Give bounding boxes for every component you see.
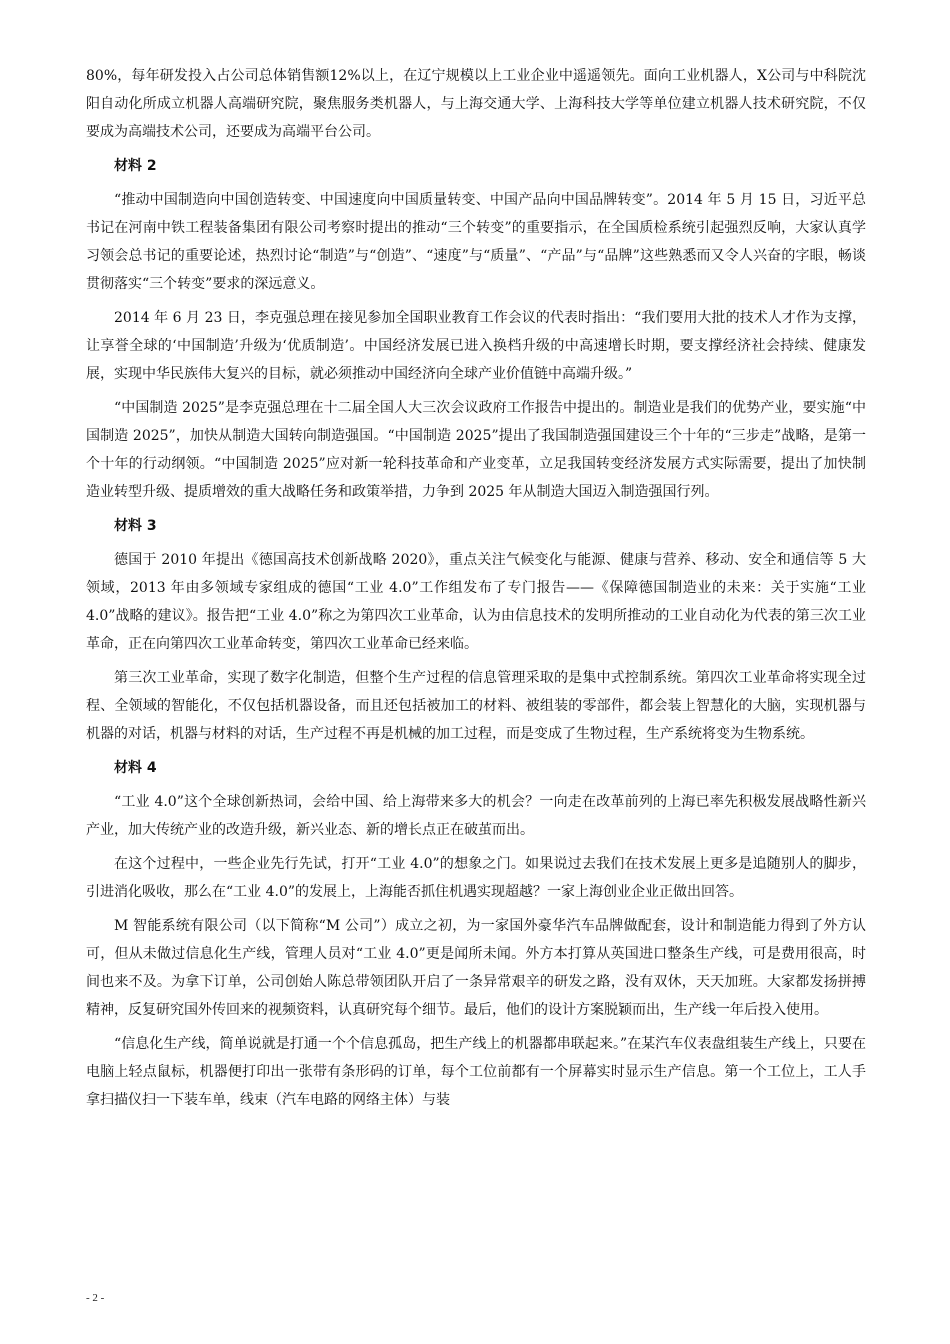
material-3-heading: 材料 3 (114, 518, 157, 534)
material-3-paragraph-2: 第三次工业革命，实现了数字化制造，但整个生产过程的信息管理采取的是集中式控制系统。第四次工业革命将实现全过程、全领域的智能化，不仅包括机器设备，而且还包括被加工的材料、被组装的零部件，都会装上智慧化的大脑，实现机器与机器的对话，机器与材料的对话，生产过程不再是机械的加工过程，而是变成了生物过程，生产系统将变为生物系统。 (86, 670, 866, 742)
material-2-paragraph-2: 2014 年 6 月 23 日，李克强总理在接见参加全国职业教育工作会议的代表时指出：“我们要用大批的技术人才作为支撑，让享誉全球的‘中国制造’升级为‘优质制造’。中国经济发展已进入换档升级的中高速增长时期，要支撑经济社会持续、健康发展，实现中华民族伟大复兴的目标，就必须推动中国经济向全球产业价值链中高端升级。” (86, 310, 866, 382)
material-2-paragraph-3: “中国制造 2025”是李克强总理在十二届全国人大三次会议政府工作报告中提出的。制造业是我们的优势产业，要实施“中国制造 2025”，加快从制造大国转向制造强国。“中国制造 2025”提出了我国制造强国建设三个十年的“三步走”战略，是第一个十年的行动纲领。“中国制造 2025”应对新一轮科技革命和产业变革，立足我国转变经济发展方式实际需要，提出了加快制造业转型升级、提质增效的重大战略任务和政策举措，力争到 2025 年从制造大国迈入制造强国行列。 (86, 400, 866, 500)
material-4-heading: 材料 4 (114, 760, 157, 776)
material-4-paragraph-1: “工业 4.0”这个全球创新热词，会给中国、给上海带来多大的机会？一向走在改革前列的上海已率先积极发展战略性新兴产业，加大传统产业的改造升级，新兴业态、新的增长点正在破茧而出。 (86, 794, 866, 838)
material-4-paragraph-3: M 智能系统有限公司（以下简称“M 公司”）成立之初，为一家国外豪华汽车品牌做配套，设计和制造能力得到了外方认可，但从未做过信息化生产线，管理人员对“工业 4.0”更是闻所未闻。外方本打算从英国进口整条生产线，可是费用很高，时间也来不及。为拿下订单，公司创始人陈总带领团队开启了一条异常艰辛的研发之路，没有双休，天天加班。大家都发扬拼搏精神，反复研究国外传回来的视频资料，认真研究每个细节。最后，他们的设计方案脱颖而出，生产线一年后投入使用。 (86, 918, 866, 1018)
intro-paragraph: 80%，每年研发投入占公司总体销售额12%以上，在辽宁规模以上工业企业中遥遥领先。面向工业机器人，X公司与中科院沈阳自动化所成立机器人高端研究院，聚焦服务类机器人，与上海交通大学、上海科技大学等单位建立机器人技术研究院，不仅要成为高端技术公司，还要成为高端平台公司。 (86, 68, 866, 140)
material-3-paragraph-1: 德国于 2010 年提出《德国高技术创新战略 2020》，重点关注气候变化与能源、健康与营养、移动、安全和通信等 5 大领域，2013 年由多领域专家组成的德国“工业 4.0”工作组发布了专门报告——《保障德国制造业的未来：关于实施“工业 4.0”战略的建议》。报告把“工业 4.0”称之为第四次工业革命，认为由信息技术的发明所推动的工业自动化为代表的第三次工业革命，正在向第四次工业革命转变，第四次工业革命已经来临。 (86, 552, 866, 652)
material-2-heading: 材料 2 (114, 158, 157, 174)
material-4-paragraph-4: “信息化生产线，简单说就是打通一个个信息孤岛，把生产线上的机器都串联起来。”在某汽车仪表盘组装生产线上，只要在电脑上轻点鼠标，机器便打印出一张带有条形码的订单，每个工位前都有一个屏幕实时显示生产信息。第一个工位上，工人手拿扫描仪扫一下装车单，线束（汽车电路的网络主体）与装 (86, 1036, 866, 1108)
document-page (86, 62, 866, 1120)
material-4-paragraph-2: 在这个过程中，一些企业先行先试，打开“工业 4.0”的想象之门。如果说过去我们在技术发展上更多是追随别人的脚步，引进消化吸收，那么在“工业 4.0”的发展上，上海能否抓住机遇实现超越？一家上海创业企业正做出回答。 (86, 856, 866, 900)
page-number: - 2 - (86, 1292, 105, 1304)
material-2-paragraph-1: “推动中国制造向中国创造转变、中国速度向中国质量转变、中国产品向中国品牌转变”。2014 年 5 月 15 日，习近平总书记在河南中铁工程装备集团有限公司考察时提出的推动“三个转变”的重要指示，在全国质检系统引起强烈反响，大家认真学习领会总书记的重要论述，热烈讨论“制造”与“创造”、“速度”与“质量”、“产品”与“品牌”这些熟悉而又令人兴奋的字眼，畅谈贯彻落实“三个转变”要求的深远意义。 (86, 192, 866, 292)
